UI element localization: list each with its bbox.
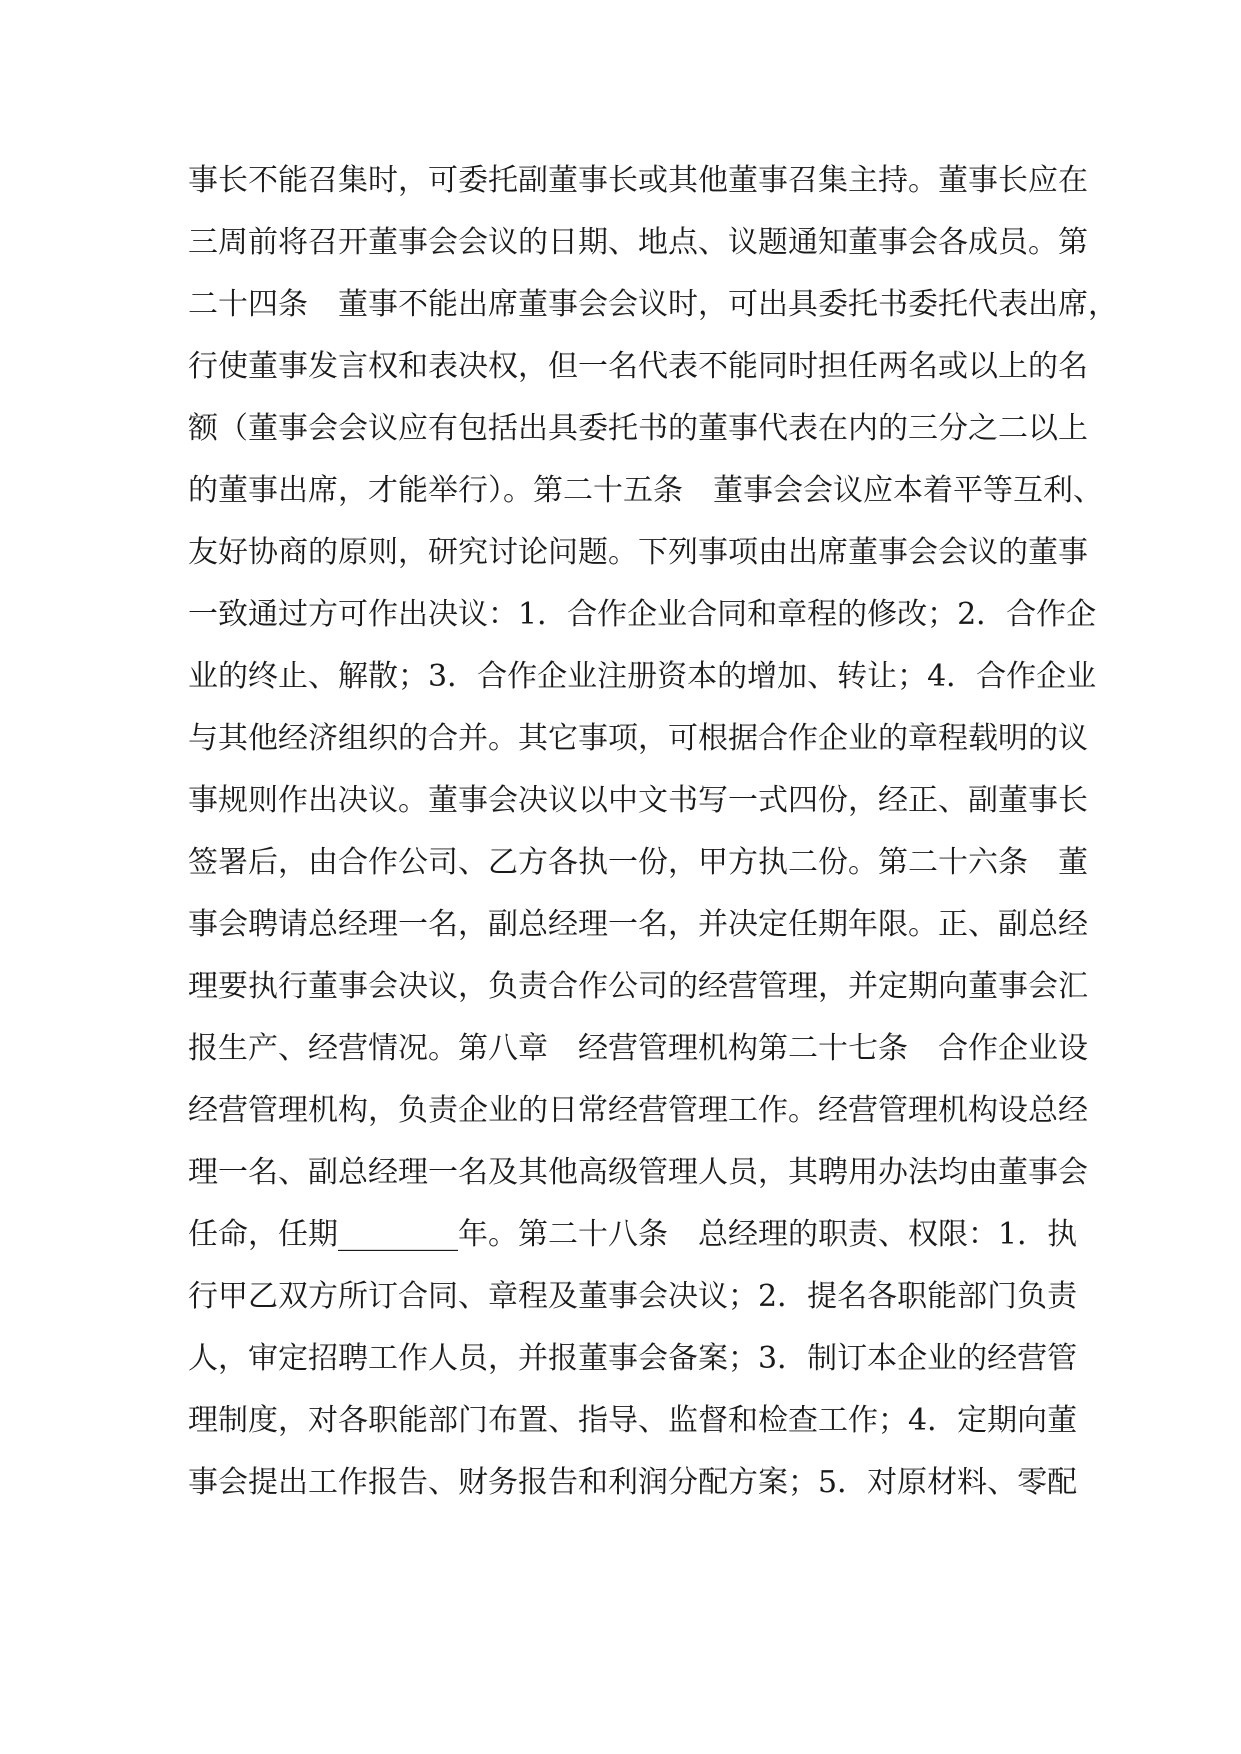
text-line: 人，审定招聘工作人员，并报董事会备案；3．制订本企业的经营管 bbox=[188, 1341, 1078, 1376]
text-line: 理制度，对各职能部门布置、指导、监督和检查工作；4．定期向董 bbox=[188, 1403, 1078, 1438]
text-line: 报生产、经营情况。第八章 经营管理机构第二十七条 合作企业设 bbox=[188, 1031, 1088, 1066]
text-line: 一致通过方可作出决议：1．合作企业合同和章程的修改；2．合作企 bbox=[188, 597, 1097, 632]
text-line: 三周前将召开董事会会议的日期、地点、议题通知董事会各成员。第 bbox=[188, 225, 1088, 260]
text-line: 二十四条 董事不能出席董事会会议时，可出具委托书委托代表出席， bbox=[188, 287, 1118, 322]
text-line: 额（董事会会议应有包括出具委托书的董事代表在内的三分之二以上 bbox=[188, 411, 1088, 446]
text-line: 与其他经济组织的合并。其它事项，可根据合作企业的章程载明的议 bbox=[188, 721, 1088, 756]
text-line: 任命，任期________年。第二十八条 总经理的职责、权限：1．执 bbox=[188, 1217, 1078, 1252]
text-line: 事会聘请总经理一名，副总经理一名，并决定任期年限。正、副总经 bbox=[188, 907, 1088, 942]
text-line: 事会提出工作报告、财务报告和利润分配方案；5．对原材料、零配 bbox=[188, 1465, 1078, 1500]
text-line: 行甲乙双方所订合同、章程及董事会决议；2．提名各职能部门负责 bbox=[188, 1279, 1078, 1314]
text-line: 友好协商的原则，研究讨论问题。下列事项由出席董事会会议的董事 bbox=[188, 535, 1088, 570]
text-line: 业的终止、解散；3．合作企业注册资本的增加、转让；4．合作企业 bbox=[188, 659, 1097, 694]
text-line: 经营管理机构，负责企业的日常经营管理工作。经营管理机构设总经 bbox=[188, 1093, 1088, 1128]
text-line: 理要执行董事会决议，负责合作公司的经营管理，并定期向董事会汇 bbox=[188, 969, 1088, 1004]
text-line: 理一名、副总经理一名及其他高级管理人员，其聘用办法均由董事会 bbox=[188, 1155, 1088, 1190]
text-line: 事规则作出决议。董事会决议以中文书写一式四份，经正、副董事长 bbox=[188, 783, 1088, 818]
document-body bbox=[188, 150, 1118, 1514]
text-line: 的董事出席，才能举行）。第二十五条 董事会会议应本着平等互利、 bbox=[188, 473, 1103, 508]
text-line: 签署后，由合作公司、乙方各执一份，甲方执二份。第二十六条 董 bbox=[188, 845, 1088, 880]
text-line: 行使董事发言权和表决权，但一名代表不能同时担任两名或以上的名 bbox=[188, 349, 1088, 384]
text-line: 事长不能召集时，可委托副董事长或其他董事召集主持。董事长应在 bbox=[188, 163, 1088, 198]
